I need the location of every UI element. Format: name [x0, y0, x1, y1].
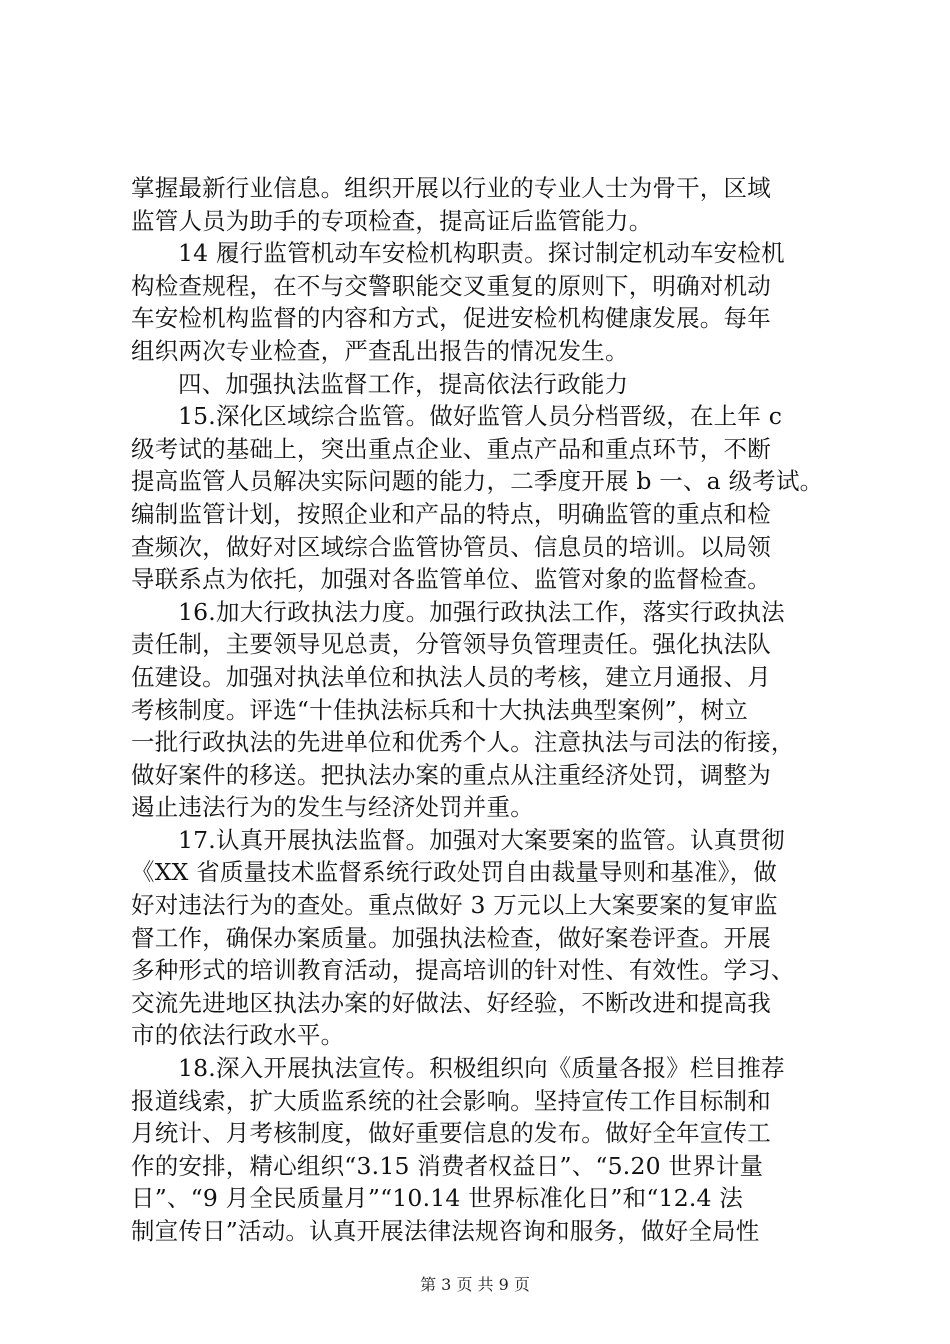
- text-line: 查频次，做好对区域综合监管协管员、信息员的培训。以局领: [131, 532, 771, 561]
- document-body: [131, 172, 831, 1248]
- text-line: 级考试的基础上，突出重点企业、重点产品和重点环节，不断: [131, 434, 771, 463]
- text-line: 18.深入开展执法宣传。积极组织向《质量各报》栏目推荐: [178, 1054, 785, 1083]
- text-line: 报道线索，扩大质监系统的社会影响。坚持宣传工作目标制和: [131, 1086, 771, 1115]
- page-footer: 第 3 页 共 9 页: [420, 1275, 530, 1294]
- text-line: 掌握最新行业信息。组织开展以行业的专业人士为骨干，区域: [131, 174, 771, 202]
- text-line: 导联系点为依托，加强对各监管单位、监管对象的监督检查。: [131, 565, 771, 594]
- text-line: 作的安排，精心组织“3.15 消费者权益日”、“5.20 世界计量: [131, 1151, 764, 1180]
- text-line: 责任制，主要领导见总责，分管领导负管理责任。强化执法队: [131, 630, 771, 659]
- text-line: 四、加强执法监督工作，提高依法行政能力: [178, 369, 629, 398]
- text-line: 构检查规程，在不与交警职能交叉重复的原则下，明确对机动: [131, 271, 771, 300]
- text-line: 遏止违法行为的发生与经济处罚并重。: [131, 793, 534, 822]
- text-line: 日”、“9 月全民质量月”“10.14 世界标准化日”和“12.4 法: [131, 1184, 744, 1213]
- text-line: 交流先进地区执法办案的好做法、好经验，不断改进和提高我: [131, 988, 771, 1017]
- text-line: 考核制度。评选“十佳执法标兵和十大执法典型案例”，树立: [131, 695, 748, 724]
- text-line: 14 履行监管机动车安检机构职责。探讨制定机动车安检机: [178, 239, 785, 268]
- text-line: 多种形式的培训教育活动，提高培训的针对性、有效性。学习、: [131, 956, 795, 985]
- text-line: 16.加大行政执法力度。加强行政执法工作，落实行政执法: [178, 597, 785, 626]
- text-line: 编制监管计划，按照企业和产品的特点，明确监管的重点和检: [131, 499, 771, 528]
- text-line: 月统计、月考核制度，做好重要信息的发布。做好全年宣传工: [131, 1119, 771, 1148]
- text-line: 一批行政执法的先进单位和优秀个人。注意执法与司法的衔接，: [131, 728, 795, 757]
- text-line: 好对违法行为的查处。重点做好 3 万元以上大案要案的复审监: [131, 891, 778, 920]
- text-line: 17.认真开展执法监督。加强对大案要案的监管。认真贯彻: [178, 825, 785, 854]
- text-line: 提高监管人员解决实际问题的能力，二季度开展 b 一、a 级考试。: [131, 467, 824, 496]
- text-line: 《XX 省质量技术监督系统行政处罚自由裁量导则和基准》，做: [131, 858, 777, 887]
- text-line: 市的依法行政水平。: [131, 1021, 345, 1050]
- text-line: 监管人员为助手的专项检查，提高证后监管能力。: [131, 206, 653, 235]
- text-line: 制宣传日”活动。认真开展法律法规咨询和服务，做好全局性: [131, 1217, 760, 1245]
- text-line: 伍建设。加强对执法单位和执法人员的考核，建立月通报、月: [131, 662, 771, 691]
- text-line: 15.深化区域综合监管。做好监管人员分档晋级，在上年 c: [178, 402, 783, 431]
- text-line: 组织两次专业检查，严查乱出报告的情况发生。: [131, 336, 629, 365]
- text-line: 做好案件的移送。把执法办案的重点从注重经济处罚，调整为: [131, 760, 771, 789]
- text-line: 车安检机构监督的内容和方式，促进安检机构健康发展。每年: [131, 304, 771, 333]
- text-line: 督工作，确保办案质量。加强执法检查，做好案卷评查。开展: [131, 923, 771, 952]
